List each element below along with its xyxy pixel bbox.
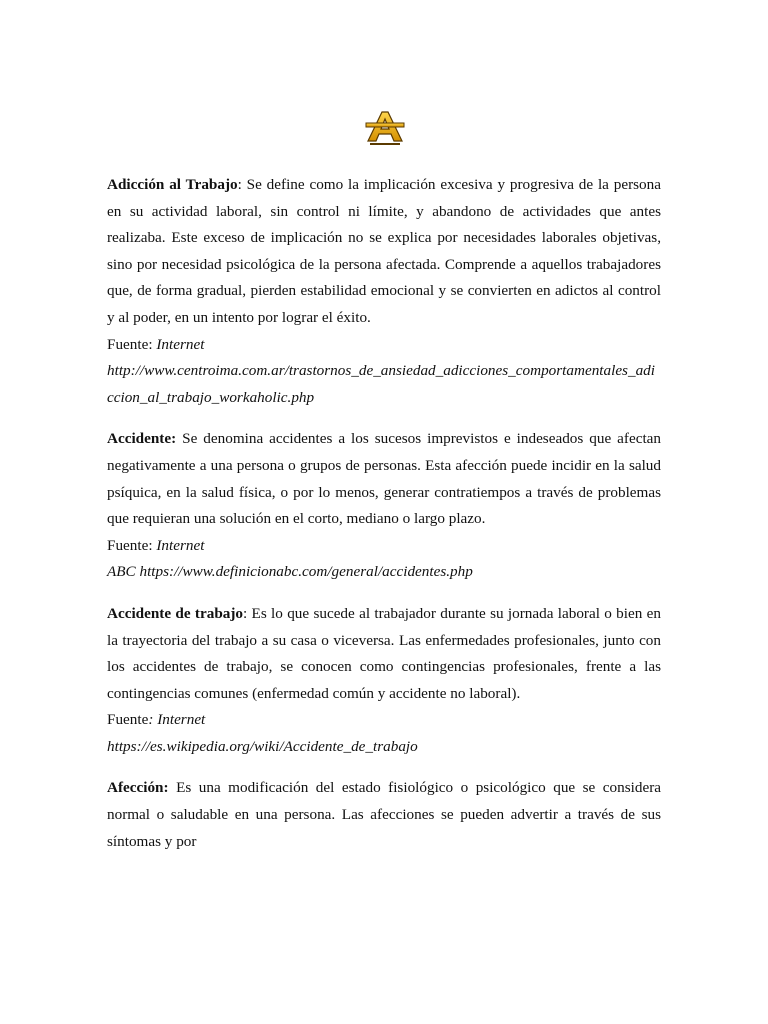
source-value: : Internet [148, 711, 206, 729]
source-label: Fuente: [107, 536, 157, 554]
source-value: Internet [156, 536, 205, 554]
definition-paragraph [107, 426, 661, 532]
definition-text: : Es lo que sucede al trabajador durante su jornada laboral o bien en la trayectoria del trabajo a su casa o viceversa. Las enfermedades profesionales, junto con los accidentes de trabajo, se conocen como contingencias profesionales, frente a las contingencias comunes (enfermedad común y accidente no laboral). [107, 604, 661, 702]
definition-text: : Se define como la implicación excesiva y progresiva de la persona en su actividad laboral, sin control ni límite, y abandono de actividades que antes realizaba. Este exceso de implicación no se explica por necesidades laborales objetivas, sino por necesidad psicológica de la persona afectada. Comprende a aquellos trabajadores que, de forma gradual, pierden estabilidad emocional y se convierten en adictos al control y al poder, en un intento por lograr el éxito. [107, 176, 661, 326]
term-heading: Afección: [107, 779, 169, 797]
document-body [107, 172, 661, 855]
definition-paragraph [107, 172, 661, 332]
source-label: Fuente: [107, 335, 157, 353]
source-url: http://www.centroima.com.ar/trastornos_de_ansiedad_adicciones_comportamentales_adiccion_al_trabajo_workaholic.php [107, 362, 655, 406]
source-line [107, 707, 661, 734]
term-heading: Accidente: [107, 430, 177, 448]
gold-letter-a-logo-icon [364, 110, 406, 146]
source-line [107, 332, 661, 359]
term-heading: Accidente de trabajo [107, 604, 244, 622]
source-value: Internet [156, 335, 205, 353]
source-url: ABC https://www.definicionabc.com/general/accidentes.php [107, 563, 473, 581]
source-line [107, 533, 661, 560]
definition-paragraph [107, 775, 661, 855]
source-label: Fuente [107, 711, 149, 729]
definition-paragraph [107, 601, 661, 707]
source-url: https://es.wikipedia.org/wiki/Accidente_de_trabajo [107, 737, 418, 755]
definition-text: Se denomina accidentes a los sucesos imprevistos e indeseados que afectan negativamente a una persona o grupos de personas. Esta afección puede incidir en la salud psíquica, en la salud física, o por lo menos, generar contratiempos a través de problemas que requieran una solución en el corto, mediano o largo plazo. [107, 430, 661, 528]
definition-text: Es una modificación del estado fisiológico o psicológico que se considera normal o saludable en una persona. Las afecciones se pueden advertir a través de sus síntomas y por [107, 779, 661, 850]
term-heading: Adicción al Trabajo [107, 176, 238, 193]
